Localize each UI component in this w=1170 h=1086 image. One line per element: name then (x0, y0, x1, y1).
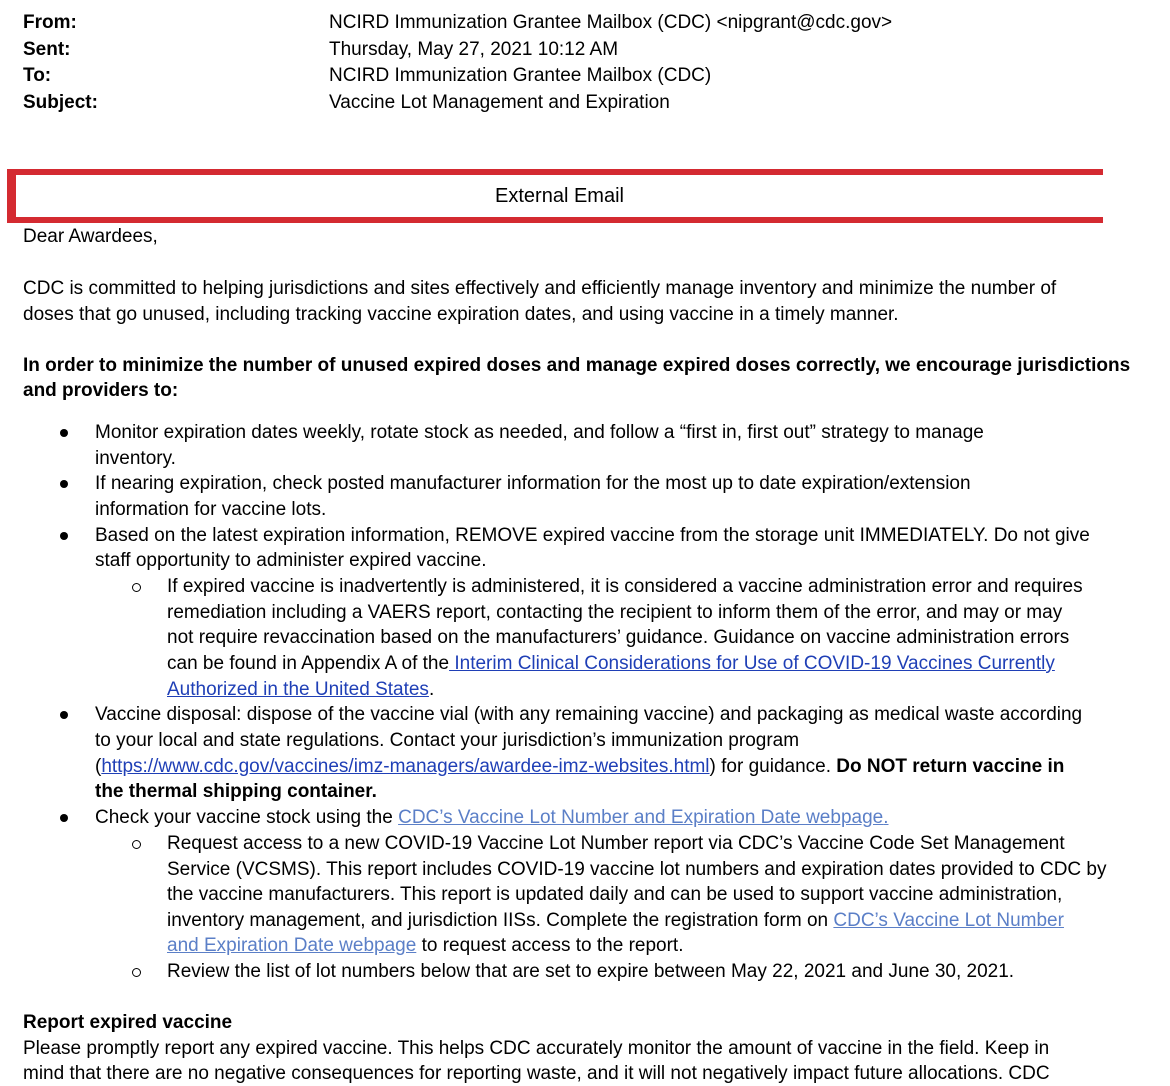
lot-number-link-part-1[interactable]: CDC’s Vaccine Lot Number (833, 910, 1064, 931)
bullet-4-line-2: to your local and state regulations. Contact your jurisdiction’s immunization program (95, 730, 800, 751)
registration-text: inventory management, and jurisdiction IISs. Complete the registration form on (167, 910, 834, 931)
to-value: NCIRD Immunization Grantee Mailbox (CDC) (329, 65, 712, 86)
appendix-text: can be found in Appendix A of the (167, 653, 450, 674)
bullet-4-line-1: Vaccine disposal: dispose of the vaccine vial (with any remaining vaccine) and packaging as medical waste according (95, 704, 1083, 725)
awardee-websites-link[interactable]: https://www.cdc.gov/vaccines/imz-managers/awardee-imz-websites.html (101, 756, 710, 777)
sub-bullet-1-line-1: If expired vaccine is inadvertently is administered, it is considered a vaccine administration error and requires (167, 576, 1083, 597)
sub-bullet-2-line-1: Request access to a new COVID-19 Vaccine Lot Number report via CDC’s Vaccine Code Set Management (167, 833, 1065, 854)
external-email-banner (7, 169, 1103, 223)
authorized-united-states-link[interactable]: Authorized in the United States (167, 679, 429, 700)
sub-bullet-icon (132, 583, 141, 592)
bullet-2-line-2: information for vaccine lots. (95, 499, 327, 520)
bullet-4-line-4: the thermal shipping container. (95, 781, 377, 802)
guidance-text: ) for guidance. (709, 756, 837, 777)
lot-number-webpage-link[interactable]: CDC’s Vaccine Lot Number and Expiration Date webpage (398, 807, 884, 828)
sub-bullet-2-line-4 (167, 908, 1064, 933)
bullet-icon (60, 814, 68, 822)
sub-bullet-3-line-1: Review the list of lot numbers below that are set to expire between May 22, 2021 and June 30, 2021. (167, 961, 1015, 982)
bullet-4-line-3 (95, 754, 1064, 779)
sub-bullet-1-line-3: not require revaccination based on the manufacturers’ guidance. Guidance on vaccine administration errors (167, 627, 1070, 648)
intro-line-2: doses that go unused, including tracking vaccine expiration dates, and using vaccine in a timely manner. (23, 304, 899, 325)
bullet-icon (60, 480, 68, 488)
bullet-icon (60, 711, 68, 719)
check-stock-text: Check your vaccine stock using the (95, 807, 399, 828)
sub-bullet-1-line-2: remediation including a VAERS report, contacting the recipient to inform them of the error, and may or may (167, 602, 1063, 623)
sent-value: Thursday, May 27, 2021 10:12 AM (329, 38, 619, 60)
email-header (23, 10, 1143, 116)
paren-open: ( (95, 756, 102, 777)
sub-bullet-1-line-4 (167, 651, 1055, 676)
sub-bullet-2-line-3: the vaccine manufacturers. This report is updated daily and can be used to support vaccine administration, (167, 884, 1063, 905)
greeting: Dear Awardees, (23, 226, 158, 247)
sent-label: Sent: (23, 38, 71, 60)
subject-value: Vaccine Lot Management and Expiration (329, 91, 670, 113)
bullet-icon (60, 429, 68, 437)
report-line-2: mind that there are no negative consequences for reporting waste, and it will not negatively impact future allocations. CDC (23, 1063, 1050, 1084)
sub-bullet-2-line-2: Service (VCSMS). This report includes COVID-19 vaccine lot numbers and expiration dates provided to CDC by (167, 859, 1107, 880)
report-heading: Report expired vaccine (23, 1012, 233, 1033)
bullet-2-line-1: If nearing expiration, check posted manufacturer information for the most up to date expiration/extension (95, 473, 971, 494)
external-email-text: External Email (16, 175, 1103, 217)
lot-number-link-part-2[interactable]: and Expiration Date webpage (167, 935, 417, 956)
intro-line-1: CDC is committed to helping jurisdictions and sites effectively and efficiently manage inventory and minimize the number of (23, 278, 1057, 299)
sub-bullet-2-line-5 (167, 933, 684, 958)
interim-clinical-considerations-link[interactable]: Interim Clinical Considerations for Use of COVID-19 Vaccines Currently (449, 653, 1055, 674)
from-label: From: (23, 12, 77, 33)
report-line-1: Please promptly report any expired vaccine. This helps CDC accurately monitor the amount of vaccine in the field. Keep in (23, 1038, 1050, 1059)
to-label: To: (23, 65, 52, 86)
bullet-1-line-1: Monitor expiration dates weekly, rotate stock as needed, and follow a “first in, first out” strategy to manage (95, 422, 984, 443)
link-period: . (883, 807, 889, 828)
bullet-3-line-1: Based on the latest expiration information, REMOVE expired vaccine from the storage unit IMMEDIATELY. Do not give (95, 525, 1090, 546)
bullet-3-line-2: staff opportunity to administer expired vaccine. (95, 550, 487, 571)
request-access-text: to request access to the report. (416, 935, 684, 956)
bullet-5-line-1 (95, 805, 889, 830)
sub-bullet-icon (132, 840, 141, 849)
instruction-line-1: In order to minimize the number of unused expired doses and manage expired doses correctly, we encourage jurisdictions (23, 355, 1131, 376)
from-value: NCIRD Immunization Grantee Mailbox (CDC) <nipgrant@cdc.gov> (329, 12, 893, 33)
subject-label: Subject: (23, 91, 98, 113)
bullet-icon (60, 532, 68, 540)
instruction-line-2: and providers to: (23, 380, 179, 401)
bullet-1-line-2: inventory. (95, 448, 176, 469)
period-text: . (428, 679, 435, 700)
sub-bullet-icon (132, 968, 141, 977)
do-not-return-text: Do NOT return vaccine in (836, 756, 1065, 777)
sub-bullet-1-line-5 (167, 677, 434, 702)
